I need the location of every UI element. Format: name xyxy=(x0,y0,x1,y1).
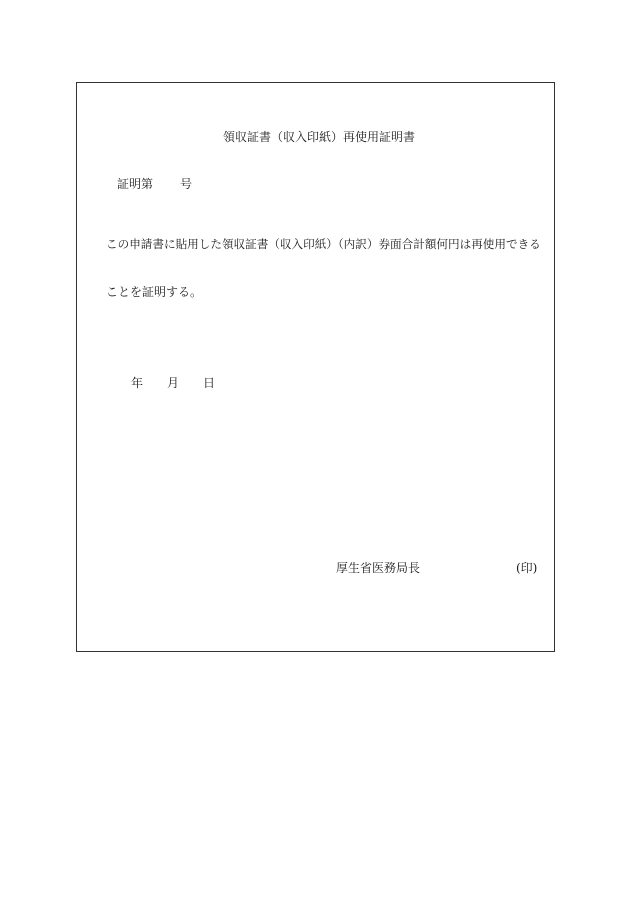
date-day-label: 日 xyxy=(203,376,216,390)
certificate-number-suffix: 号 xyxy=(180,177,193,191)
seal-mark: (印) xyxy=(516,561,538,575)
body-text-line-1: この申請書に貼用した領収証書（収入印紙）（内訳）券面合計額何円は再使用できる xyxy=(106,237,541,251)
certificate-number-prefix: 証明第 xyxy=(117,177,154,191)
certificate-number-line xyxy=(117,177,192,191)
date-line xyxy=(131,376,215,390)
body-text-line-2: ことを証明する。 xyxy=(106,285,203,299)
date-month-label: 月 xyxy=(167,376,180,390)
date-year-label: 年 xyxy=(131,376,144,390)
certificate-form-frame xyxy=(76,82,555,652)
document-title: 領収証書（収入印紙）再使用証明書 xyxy=(223,130,416,144)
issuer-title: 厚生省医務局長 xyxy=(336,561,421,575)
